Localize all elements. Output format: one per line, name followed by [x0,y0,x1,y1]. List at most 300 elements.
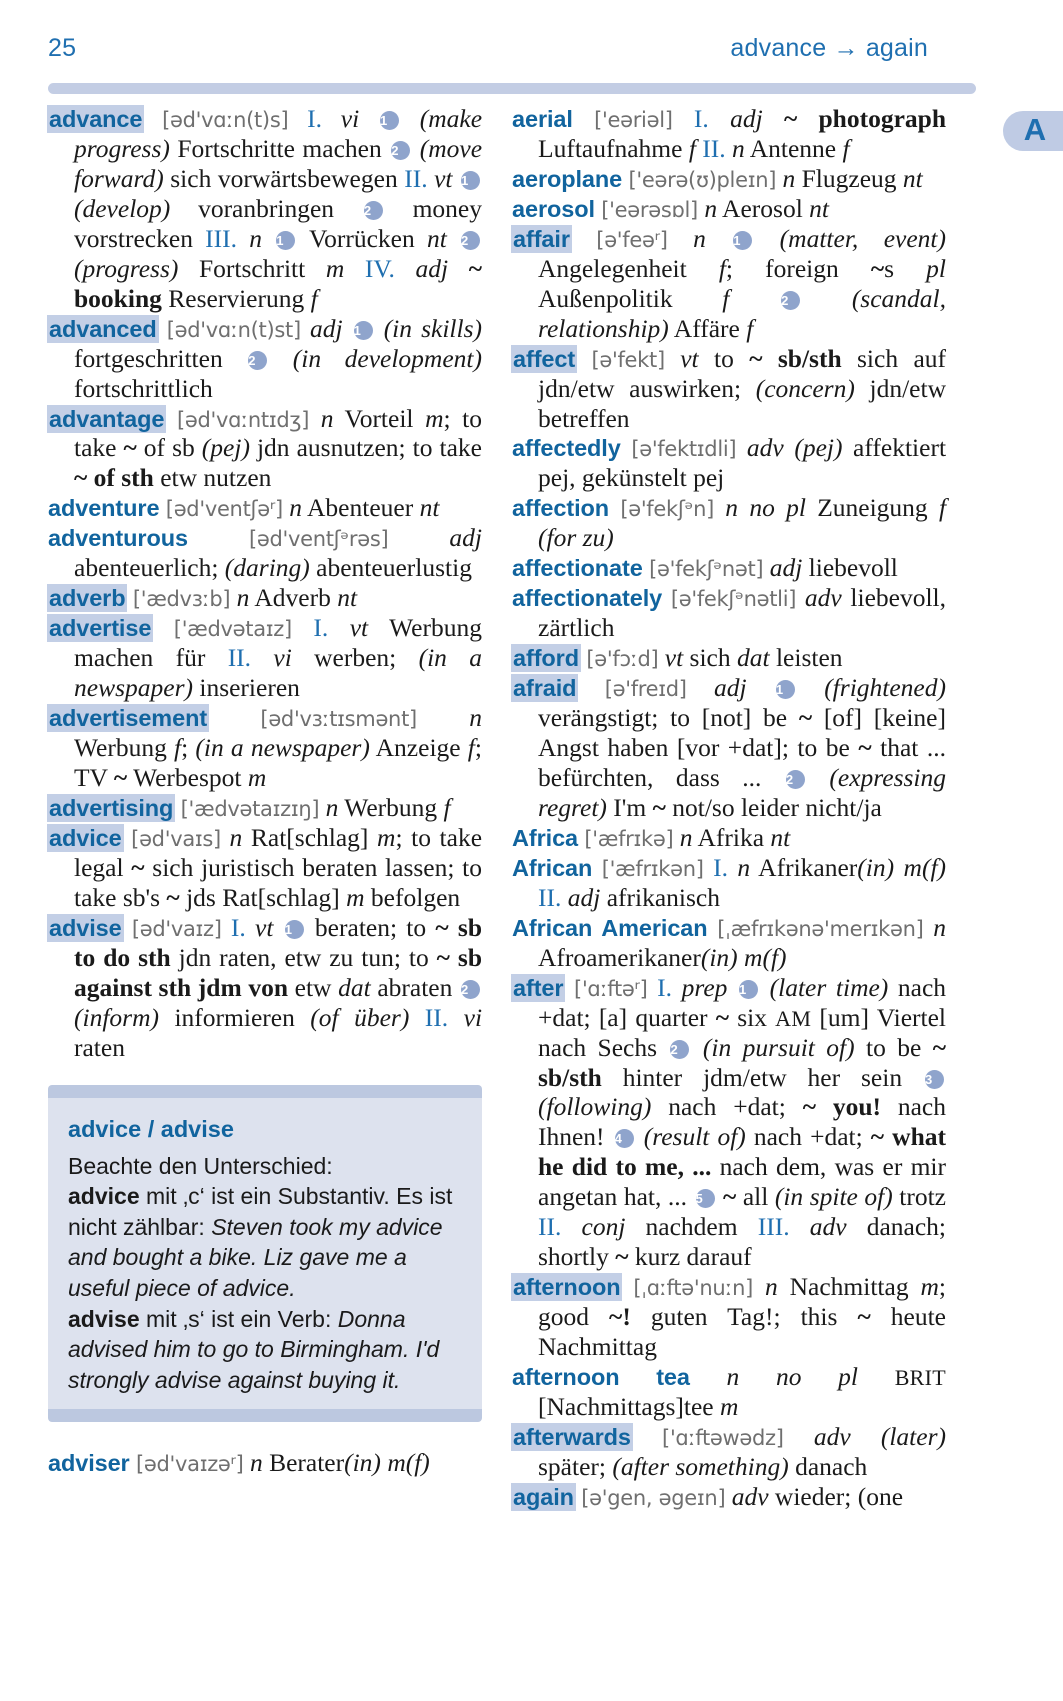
usage-note-example: Steven took my advice and bought a bike. Liz gave me a useful piece of advice. [68,1213,443,1302]
sense-number: 2 [364,201,383,220]
swung-dash: ~ [870,1122,885,1152]
sense-number: 5 [696,1189,715,1208]
swung-dash: ~ [798,703,813,733]
entry-body: I. vt 1 beraten; to ~ sb to do sth jdn raten, etw zu tun; to ~ sb against sth jdm von etw dat abraten 2 (inform) informieren (of über) II. vi raten [74,912,483,1062]
sense-number: 2 [786,770,805,789]
sense-gloss: (inform) [74,1002,159,1032]
roman-section-marker: III. [205,223,238,253]
collocation: ~ you! [802,1092,881,1122]
pronunciation: [əd'vaɪs] [131,826,221,851]
grammar-label: adv [809,1212,847,1242]
header-rule [48,83,976,94]
pronunciation: [əd'vɑːn(t)st] [166,317,301,342]
grammar-label: vt [434,163,453,193]
grammar-label: n [725,493,739,523]
grammar-label: vt [255,912,274,942]
pronunciation: [ə'fɔːd] [586,647,659,672]
pronunciation: [ə'fektɪdli] [631,437,737,462]
dictionary-entry[interactable] [512,1422,946,1482]
dictionary-entry[interactable] [512,164,946,194]
pronunciation: [əd'vaɪz] [131,916,222,941]
headword[interactable]: adventure [48,495,160,522]
pronunciation: [əd'vɑːn(t)s] [162,108,289,132]
pronunciation: ['ɑːftəwədz] [662,1425,784,1450]
grammar-label: f [746,313,754,343]
swung-dash: ~ [652,792,666,822]
sense-gloss: (expressing regret) [538,762,946,822]
collocation: ~ booking [74,253,483,313]
headword[interactable]: advertise [49,615,152,642]
sense-number: 2 [670,1040,689,1059]
sense-number: 1 [461,171,480,190]
roman-section-marker: III. [757,1212,790,1242]
swung-dash: ~ [74,463,88,493]
left-column [48,104,482,1664]
headword[interactable]: afraid [513,675,577,702]
usage-note-title: advice / advise [68,1115,234,1142]
sense-gloss: (progress) [74,253,179,283]
headword[interactable]: affection [512,495,610,522]
usage-note-box [48,1085,482,1423]
headword[interactable]: aerosol [512,195,595,222]
thumb-index-tab[interactable] [1003,111,1063,151]
sense-number: 1 [733,231,752,250]
sense-gloss: (move forward) [74,133,483,193]
sense-gloss: (in) [700,942,738,972]
roman-section-marker: I. [657,972,673,1002]
sense-number: 1 [276,231,295,250]
pronunciation: ['æfrɪkə] [584,826,674,851]
grammar-label: adj [309,313,343,343]
grammar-label: n [679,822,693,852]
pronunciation: ['ædvətaɪzɪŋ] [180,796,320,821]
pronunciation: [ˌæfrɪkənə'merɪkən] [717,916,924,941]
pronunciation: ['ɑːftəʳ] [574,976,648,1001]
grammar-label: adv [813,1421,851,1451]
dictionary-entry[interactable] [48,793,482,823]
headword[interactable]: affect [513,345,576,372]
entry-body: adv liebevoll, zärtlich [538,583,947,643]
entry-body: n Aerosol nt [704,193,829,223]
grammar-label: no pl [749,493,806,523]
sense-gloss: (later time) [769,972,889,1002]
dictionary-entry[interactable] [48,823,482,913]
swung-dash: ~ [858,733,872,763]
pronunciation: [əd'vɑːntɪdʒ] [176,407,310,432]
pronunciation: [ə'fekʃᵊn] [620,497,714,522]
swung-dash: ~ [131,852,145,882]
grammar-label: m [325,253,345,283]
entry-body: I. vi 1 (make progress) Fortschritte machen 2 (move forward) sich vorwärtsbewegen II. vt 1 (develop) voranbringen 2 money vorstrecken III. n 1 Vorrücken nt 2 (progress) Fortschritt m IV. adj ~ booking Reservierung f [74,104,483,313]
grammar-label: vi [273,643,292,673]
grammar-label: n [229,822,243,852]
entry-body: n Flugzeug nt [782,163,923,193]
swung-dash: ~ [123,433,137,463]
sense-number: 2 [461,980,480,999]
headword[interactable]: again [513,1483,574,1510]
usage-box-top-bar [48,1085,482,1098]
entry-body: n Berater(in) m(f) [249,1448,430,1478]
dictionary-entry[interactable] [48,493,482,523]
grammar-label: nt [770,822,791,852]
pronunciation: ['eərəsɒl] [601,197,698,222]
swung-dash: ~ [715,1002,729,1032]
grammar-label: nt [426,223,447,253]
headword[interactable]: afford [513,645,579,672]
sense-number: 2 [781,291,800,310]
grammar-label: n [693,223,706,253]
swung-dash: ~ [436,942,450,972]
grammar-label: f [722,283,730,313]
entry-body: n no pl BRIT [Nachmittags]tee m [538,1362,947,1421]
entry-body: n Afrika nt [679,822,791,852]
grammar-label: f [174,733,182,763]
dictionary-entry[interactable] [512,823,946,853]
swung-dash: ~ [615,1242,629,1272]
dictionary-entry[interactable] [48,523,482,583]
pronunciation: [ə'fekt] [591,347,665,372]
sense-gloss: (later) [880,1421,946,1451]
dictionary-entry[interactable] [48,314,482,404]
usage-box-body [48,1098,482,1410]
collocation: ~ sb against sth jdm von [74,942,482,1002]
pronunciation: [əd'vɜːtɪsmənt] [260,707,417,732]
collocation: ~ sb/sth [538,1032,947,1092]
right-column [512,104,946,1664]
dictionary-entry[interactable] [512,1272,946,1362]
roman-section-marker: II. [424,1002,449,1032]
dictionary-entry[interactable] [48,613,482,703]
grammar-label: f [688,133,696,163]
sense-gloss: (in pursuit of) [702,1032,855,1062]
grammar-label: m [425,403,444,433]
grammar-label: m [719,1391,739,1421]
grammar-label: adj [714,673,747,703]
grammar-label: m [346,882,365,912]
sense-gloss: (in) [344,1448,381,1478]
sense-gloss: (pej) [201,433,250,463]
entry-body: adj liebevoll [769,553,898,583]
sense-gloss: (scandal, relationship) [538,283,947,343]
swung-dash: ~ [857,1302,871,1332]
grammar-label: n [249,223,262,253]
pronunciation: [ə'feəʳ] [596,227,668,252]
usage-note-text: mit ‚s‘ ist ein Verb: [139,1305,338,1332]
headword[interactable]: advertising [49,794,174,821]
dictionary-entry[interactable] [512,104,946,164]
swung-dash: ~ [870,253,885,283]
grammar-label: vi [463,1002,483,1032]
grammar-label: m(f) [387,1448,430,1478]
entry-body: I. n Afrikaner(in) m(f) II. adj afrikanisch [538,852,947,912]
dictionary-columns [48,104,976,1664]
dictionary-entry[interactable] [512,194,946,224]
headword[interactable]: aeroplane [512,165,623,192]
grammar-label: n [236,583,250,613]
headword[interactable]: adverb [49,585,126,612]
grammar-label: f [842,133,850,163]
roman-section-marker: II. [538,1212,562,1242]
grammar-label: adj [449,523,482,553]
grammar-label: n [289,493,303,523]
grammar-label: n [933,912,946,942]
grammar-label: f [938,493,947,523]
headword[interactable]: advance [49,106,143,132]
sense-number: 2 [461,231,480,250]
dictionary-entry[interactable] [48,1448,482,1478]
dictionary-entry[interactable] [512,853,946,913]
roman-section-marker: II. [702,133,726,163]
grammar-label: vt [680,343,699,373]
sense-gloss: (after something) [612,1451,789,1481]
pronunciation: ['eəriəl] [594,108,673,132]
headword[interactable]: advantage [49,405,165,432]
dictionary-entry[interactable] [512,643,946,673]
dictionary-entry[interactable] [48,404,482,494]
headword[interactable]: Africa [512,824,579,851]
headword[interactable]: affectionately [512,585,663,612]
headword[interactable]: aerial [512,106,573,132]
pronunciation: [əd'ventʃᵊrəs] [248,527,389,552]
entry-body: n Abenteuer nt [289,493,440,523]
grammar-label: nt [419,493,440,523]
grammar-label: vt [664,643,684,673]
roman-section-marker: I. [313,613,329,643]
pronunciation: [ˌɑːftə'nuːn] [633,1276,754,1301]
grammar-label: adv [746,433,784,463]
entry-body: n 1 (matter, event) Angelegenheit f; foreign ~s pl Außenpolitik f 2 (scandal, relationship) Affäre f [538,223,947,343]
entry-body: n Rat[schlag] m; to take legal ~ sich juristisch beraten lassen; to take sb's ~ jds Rat[schlag] m befolgen [74,822,483,912]
swung-dash: ~ [609,1302,623,1332]
pronunciation: ['ædvɜːb] [132,587,231,612]
entry-body: adj 1 (frightened) verängstigt; to [not] be ~ [of] [keine] Angst haben [vor +dat]; to be ~ that ... befürchten, dass ... 2 (expressing regret) I'm ~ not/so leider nicht/ja [538,673,946,822]
grammar-label: prep [681,972,728,1002]
sense-number: 1 [380,111,399,130]
grammar-label: m [920,1272,939,1302]
entry-body: n Werbung f; (in a newspaper) Anzeige f; TV ~ Werbespot m [74,703,483,792]
collocation: ~ sb to do sth [74,912,483,972]
grammar-label: n [782,163,796,193]
pronunciation: [ə'gen, əgeɪn] [581,1485,726,1510]
collocation: ~ photograph [783,104,947,133]
dictionary-entry[interactable] [512,1362,946,1422]
grammar-label: f [718,253,726,283]
grammar-label: n [320,403,334,433]
grammar-label: f [467,733,475,763]
register-label: BRIT [894,1365,947,1391]
pronunciation: ['æfrɪkən] [601,856,704,881]
headword[interactable]: afternoon tea [512,1364,690,1391]
grammar-label: f [443,792,451,822]
dictionary-entry[interactable] [512,673,946,823]
entry-body: n Adverb nt [236,583,358,613]
sense-gloss: (pej) [794,433,843,463]
dictionary-entry[interactable] [48,104,482,314]
grammar-label: adj [769,553,803,583]
headword[interactable]: after [513,974,564,1001]
entry-body: I. vt Werbung machen für II. vi werben; (in a newspaper) inserieren [74,613,483,703]
dictionary-entry[interactable] [512,224,946,344]
usage-note-text: mit ‚c‘ ist ein Substantiv. Es ist nicht zählbar: [68,1183,453,1240]
running-head-guide-words: advance → again [730,34,928,62]
grammar-label: m [247,762,267,792]
sense-number: 1 [354,321,373,340]
usage-note-term: advise [68,1305,140,1332]
swung-dash: ~ [749,343,763,373]
sense-gloss: (for zu) [538,523,614,553]
grammar-label: adj [415,253,449,283]
sense-number: 2 [248,351,267,370]
collocation [615,1242,628,1271]
headword[interactable]: afternoon [513,1274,621,1301]
usage-note-example: Donna advised him to go to Birmingham. I'd strongly advise against buying it. [68,1305,440,1393]
sense-gloss: (develop) [74,193,171,223]
headword[interactable]: adventurous [48,525,188,552]
usage-note-line [68,1181,462,1303]
grammar-label: pl [926,253,946,283]
entry-body: adv (pej) affektiert pej, gekünstelt pej [538,433,947,493]
headword[interactable]: advice [49,824,122,851]
pronunciation: ['ædvətaɪz] [173,617,292,642]
dictionary-entry[interactable] [512,493,946,553]
roman-section-marker: II. [404,163,428,193]
thumb-index-letter: A [1023,112,1047,147]
grammar-label: n [737,852,751,882]
headword[interactable]: advise [49,914,122,941]
grammar-label: nt [809,193,829,223]
sense-gloss: (following) [538,1092,652,1122]
sense-gloss: (result of) [643,1122,746,1152]
grammar-label: n [764,1272,778,1302]
grammar-label: dat [736,643,770,673]
headword[interactable]: African American [512,914,708,941]
sense-gloss: (concern) [755,373,855,403]
dictionary-entry[interactable] [512,1482,946,1512]
swung-dash: ~ [166,882,180,912]
swung-dash: ~ [468,253,483,283]
collocation: ~ of sth [74,463,154,493]
entry-body: adj 1 (in skills) fortgeschritten 2 (in development) fortschrittlich [74,313,483,403]
dictionary-entry[interactable] [512,553,946,583]
dictionary-entry[interactable] [512,344,946,434]
entry-body: adj abenteuerlich; (daring) abenteuerlustig [74,523,482,583]
roman-section-marker: IV. [364,253,395,283]
sense-gloss: (in skills) [383,313,483,343]
grammar-label: n [726,1362,740,1392]
collocation [799,703,812,732]
sense-gloss: (frightened) [824,673,946,703]
headword[interactable]: advertisement [49,705,208,732]
dictionary-entry[interactable] [512,433,946,493]
grammar-label: adj [730,104,763,133]
dictionary-entry[interactable] [48,703,482,793]
sense-gloss: (daring) [224,553,310,583]
usage-box-bottom-bar [48,1409,482,1422]
dictionary-entry[interactable] [512,973,946,1273]
grammar-label: m(f) [903,852,947,882]
sense-gloss: (of über) [310,1002,410,1032]
headword[interactable]: affectedly [512,435,621,462]
grammar-label: no pl [775,1362,859,1392]
collocation: ~ sb/sth [749,343,842,373]
grammar-label: nt [902,163,923,193]
grammar-label: dat [338,972,371,1002]
grammar-label: n [469,703,483,733]
grammar-label: m [377,822,396,852]
entry-body: n Afroamerikaner(in) m(f) [538,912,946,972]
grammar-label: n [249,1448,263,1478]
grammar-label: vt [349,613,369,643]
sense-gloss: (in development) [292,343,482,373]
roman-section-marker: I. [693,104,709,133]
page-header [48,34,928,63]
sense-number: 3 [925,1070,944,1089]
grammar-label: f [310,283,318,313]
headword[interactable]: afterwards [513,1423,631,1450]
collocation [114,763,127,792]
pronunciation: [ə'freɪd] [604,677,687,702]
entry-body: n Vorteil m; to take ~ of sb (pej) jdn ausnutzen; to take ~ of sth etw nutzen [74,403,483,493]
grammar-label: n [732,133,745,163]
sense-number: 1 [739,980,758,999]
entry-body: adv wieder; (one [731,1481,904,1511]
entry-body: adv (later) später; (after something) danach [538,1421,946,1481]
grammar-label: nt [337,583,358,613]
usage-note-intro: Beachte den Unterschied: [68,1152,333,1179]
swung-dash: ~ [783,104,798,133]
headword[interactable]: affair [513,225,570,252]
swung-dash: ~ [723,1182,737,1212]
headword[interactable]: advanced [49,315,157,342]
page-number: 25 [48,34,77,62]
headword[interactable]: affectionate [512,555,643,582]
sense-number: 1 [776,680,795,699]
usage-note-term: advice [68,1183,140,1210]
headword[interactable]: adviser [48,1450,130,1477]
sense-number: 4 [615,1129,634,1148]
swung-dash: ~ [435,912,449,942]
swung-dash: ~ [932,1032,947,1062]
register-label: AM [775,1005,812,1031]
grammar-label: m(f) [744,942,787,972]
pronunciation: [ə'fekʃᵊnətli] [670,587,797,612]
swung-dash: ~ [802,1092,816,1122]
roman-section-marker: I. [230,912,246,942]
collocation: ~ what he did to me, ... [538,1122,946,1182]
sense-gloss: (in a newspaper) [74,643,483,703]
pronunciation: [əd'ventʃəʳ] [165,497,283,522]
sense-number: 2 [391,141,410,160]
roman-section-marker: I. [307,104,323,133]
swung-dash: ~ [113,762,128,792]
usage-note-line [68,1304,462,1396]
grammar-label: adj [567,882,601,912]
entry-body: n Nachmittag m; good ~! guten Tag!; this ~ heute Nachmittag [538,1272,946,1362]
headword[interactable]: African [512,854,593,881]
pronunciation: [əd'vaɪzəʳ] [135,1452,244,1477]
entry-body: vt to ~ sb/sth sich auf jdn/etw auswirken; (concern) jdn/etw betreffen [538,343,947,433]
dictionary-entry[interactable] [48,913,482,1063]
grammar-label: adv [804,583,842,613]
sense-gloss: (make progress) [74,104,483,163]
grammar-label: conj [581,1212,626,1242]
dictionary-entry[interactable] [48,583,482,613]
dictionary-entry[interactable] [512,583,946,643]
entry-body: I. prep 1 (later time) nach +dat; [a] quarter ~ six AM [um] Viertel nach Sechs 2 (in pursuit of) to be ~ sb/sth hinter jdm/etw her sein 3 (following) nach +dat; ~ you! nach Ihnen! 4 (result of) nach +dat; ~ what he did to me, ... nach dem, was er mir angetan hat, ... 5 ~ all (in spite of) trotz II. conj nachdem III. adv danach; shortly ~ kurz darauf [538,972,947,1272]
entry-body: n no pl Zuneigung f (for zu) [538,493,947,553]
dictionary-entry[interactable] [512,913,946,973]
roman-section-marker: I. [713,852,728,882]
